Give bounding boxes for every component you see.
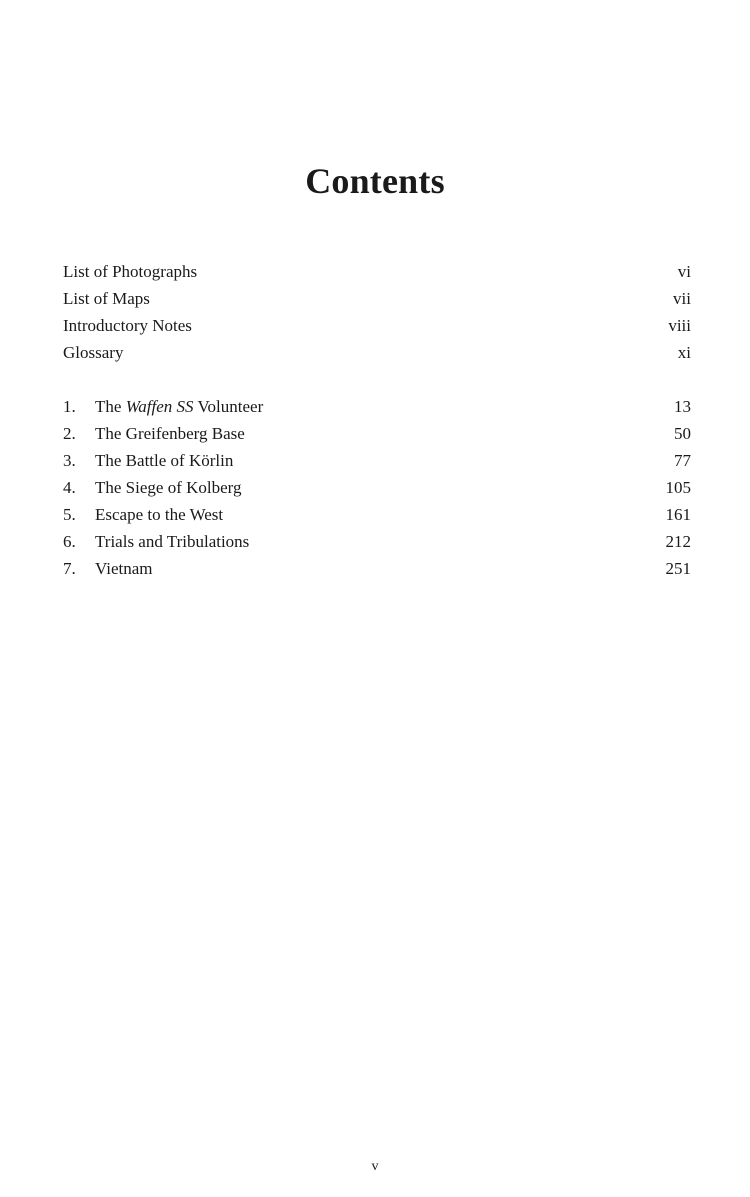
- toc-chapter-1[interactable]: [63, 393, 691, 420]
- chapter-number: 2.: [63, 424, 76, 443]
- chapter-title: Trials and Tribulations: [95, 532, 250, 551]
- chapter-title-italic: Waffen SS: [125, 397, 194, 416]
- chapter-number: 4.: [63, 478, 76, 497]
- chapter-page: 77: [674, 451, 691, 470]
- page-number: v: [371, 1160, 379, 1170]
- chapter-title: The Waffen SS Volunteer: [95, 397, 264, 416]
- toc-entry-glossary[interactable]: [63, 339, 691, 366]
- chapter-number: 3.: [63, 451, 76, 470]
- toc-entry-title: Glossary: [63, 343, 124, 362]
- chapter-title: The Battle of Körlin: [95, 451, 234, 470]
- chapter-page: 13: [674, 397, 691, 416]
- front-matter-list: [63, 258, 691, 366]
- chapter-number: 6.: [63, 532, 76, 551]
- chapter-page: 50: [674, 424, 691, 443]
- toc-entry-list-of-maps[interactable]: [63, 285, 691, 312]
- page-title: Contents: [305, 161, 445, 201]
- chapter-title: Vietnam: [95, 559, 153, 578]
- chapter-page: 105: [665, 478, 691, 497]
- toc-entry-page: xi: [677, 343, 691, 362]
- toc-entry-list-of-photographs[interactable]: [63, 258, 691, 285]
- toc-entry-title: List of Photographs: [63, 262, 198, 281]
- chapter-title: The Greifenberg Base: [95, 424, 245, 443]
- toc-chapter-6[interactable]: [63, 528, 691, 555]
- chapter-page: 161: [665, 505, 691, 524]
- toc-entry-title: Introductory Notes: [63, 316, 192, 335]
- chapter-number: 5.: [63, 505, 76, 524]
- toc-chapter-5[interactable]: [63, 501, 691, 528]
- toc-entry-page: viii: [668, 316, 691, 335]
- toc-entry-page: vii: [673, 289, 691, 308]
- chapter-page: 251: [665, 559, 691, 578]
- toc-chapter-4[interactable]: [63, 474, 691, 501]
- chapter-number: 1.: [63, 397, 76, 416]
- toc-entry-introductory-notes[interactable]: [63, 312, 691, 339]
- toc-chapter-2[interactable]: [63, 420, 691, 447]
- toc-chapter-3[interactable]: [63, 447, 691, 474]
- toc-entry-page: vi: [677, 262, 691, 281]
- chapter-title: The Siege of Kolberg: [95, 478, 242, 497]
- chapter-title: Escape to the West: [95, 505, 224, 524]
- toc-entry-title: List of Maps: [63, 289, 150, 308]
- chapter-list: [63, 393, 691, 582]
- chapter-page: 212: [665, 532, 691, 551]
- chapter-number: 7.: [63, 559, 76, 578]
- toc-chapter-7[interactable]: [63, 555, 691, 582]
